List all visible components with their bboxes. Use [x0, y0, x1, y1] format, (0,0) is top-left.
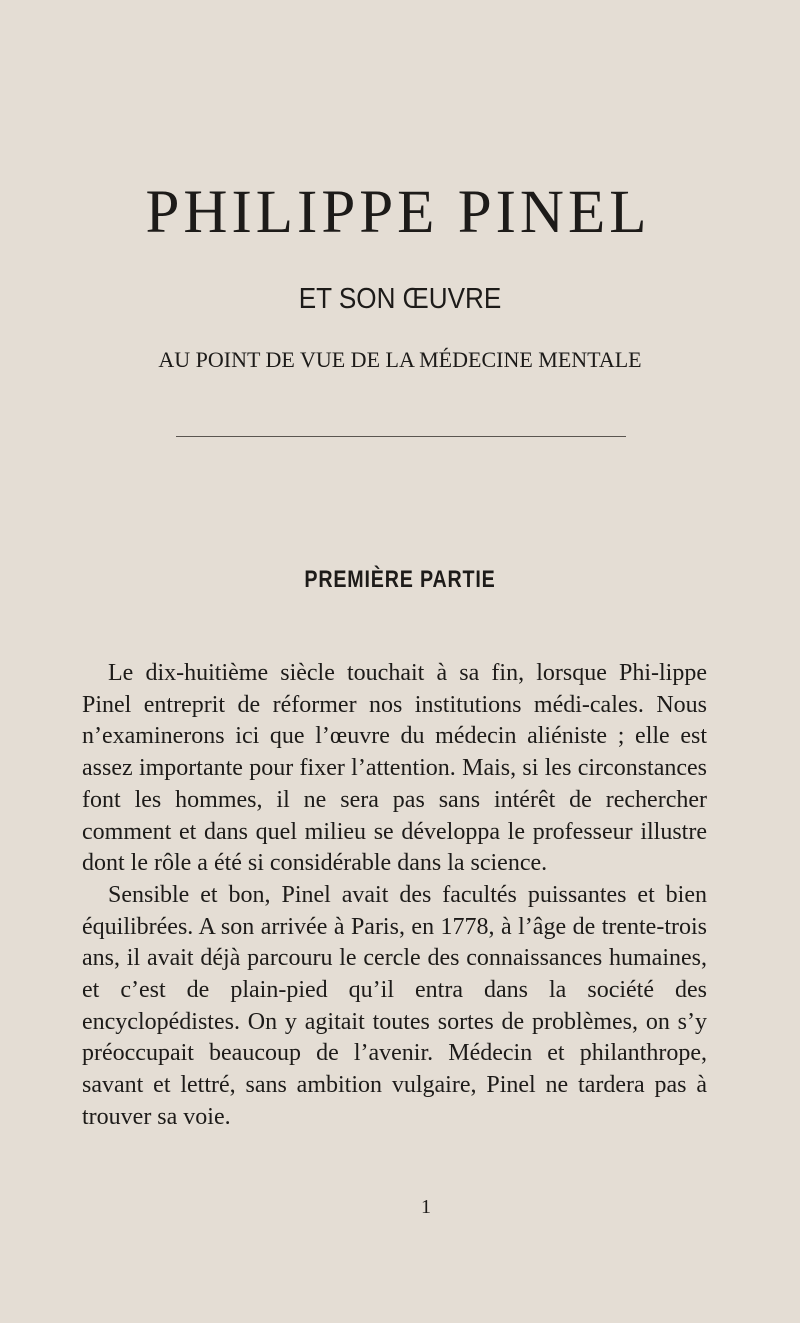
paragraph-1: Le dix-huitième siècle touchait à sa fin, lorsque Phi-lippe Pinel entreprit de réformer nos institutions médi-cales. Nous n’examinerons ici que l’œuvre du médecin aliéniste ; elle est assez importante pour fixer l’attention. Mais, si les circonstances font les hommes, il ne sera pas sans intérêt de rechercher comment et dans quel milieu se développa le professeur illustre dont le rôle a été si considérable dans la science. — [82, 660, 707, 877]
paragraph-2: Sensible et bon, Pinel avait des facultés puissantes et bien équilibrées. A son arrivée à Paris, en 1778, à l’âge de trente-trois ans, il avait déjà parcouru le cercle des connaissances humaines, et c’est de plain-pied qu’il entra dans la société des encyclopédistes. On y agitait toutes sortes de problèmes, on s’y préoccupait beaucoup de l’avenir. Médecin et philanthrope, savant et lettré, sans ambition vulgaire, Pinel ne tardera pas à trouver sa voie. — [82, 881, 707, 1130]
section-heading: PREMIÈRE PARTIE — [304, 566, 496, 593]
book-subsubtitle: AU POINT DE VUE DE LA MÉDECINE MENTALE — [158, 347, 642, 372]
book-subtitle: ET SON ŒUVRE — [298, 283, 502, 315]
page-number: 1 — [421, 1196, 431, 1218]
title-divider — [176, 436, 626, 437]
body-text — [82, 658, 707, 1134]
book-title: PHILIPPE PINEL — [145, 179, 651, 246]
